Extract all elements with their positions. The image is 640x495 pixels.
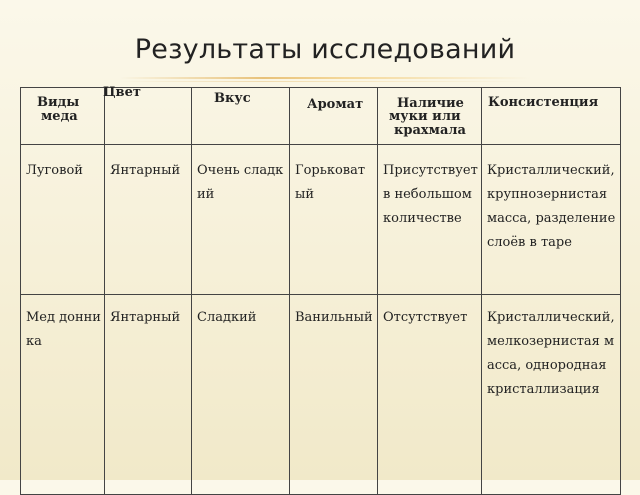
header-flour-starch-line-1: Наличие	[397, 96, 464, 111]
cell-honey-type-text: Луговой	[26, 163, 83, 178]
cell-aroma	[290, 295, 378, 495]
header-honey-type-line-1: Виды	[37, 95, 80, 110]
cell-flour-starch-text: Отсутствует	[383, 310, 468, 325]
cell-taste-text: Очень сладкий	[197, 163, 284, 202]
cell-taste-text: Сладкий	[197, 310, 257, 325]
cell-color	[105, 295, 192, 495]
header-aroma-label: Аромат	[307, 97, 364, 112]
cell-color-text: Янтарный	[110, 310, 181, 325]
cell-color	[105, 145, 192, 295]
cell-aroma-text: Ванильный	[295, 310, 373, 325]
header-flour-starch-line-2: муки или	[389, 109, 461, 124]
cell-aroma-text: Горьковатый	[295, 163, 366, 202]
cell-flour-starch	[378, 295, 482, 495]
cell-color-text: Янтарный	[110, 163, 181, 178]
cell-taste	[192, 295, 290, 495]
header-taste	[192, 88, 290, 145]
page-title: Результаты исследований	[134, 34, 516, 65]
cell-flour-starch-text: Присутствует в небольшом количестве	[383, 163, 478, 226]
header-color-label: Цвет	[103, 85, 141, 100]
cell-flour-starch	[378, 145, 482, 295]
header-color	[103, 85, 192, 145]
cell-taste	[192, 145, 290, 295]
header-aroma	[290, 88, 378, 145]
cell-consistency	[482, 145, 621, 295]
cell-honey-type-text: Мед донника	[26, 310, 101, 349]
cell-honey-type	[21, 145, 105, 295]
header-honey-type-line-2: меда	[41, 109, 78, 124]
table-row	[21, 295, 621, 495]
header-consistency-label: Консистенция	[488, 95, 599, 110]
cell-consistency-text: Кристаллический, крупнозернистая масса, разделение слоёв в таре	[487, 163, 616, 250]
title-underline	[120, 77, 530, 79]
cell-consistency	[482, 295, 621, 495]
table-row	[21, 145, 621, 295]
header-honey-type	[21, 88, 105, 145]
cell-aroma	[290, 145, 378, 295]
header-consistency	[482, 88, 621, 145]
cell-honey-type	[21, 295, 105, 495]
cell-consistency-text: Кристаллический, мелкозернистая масса, однородная кристаллизация	[487, 310, 615, 397]
results-table	[20, 87, 621, 495]
table-header-row	[21, 88, 621, 145]
header-flour-starch-line-3: крахмала	[394, 123, 466, 138]
header-flour-starch	[378, 88, 482, 145]
title-underline-shadow	[120, 81, 530, 82]
header-taste-label: Вкус	[214, 91, 251, 106]
